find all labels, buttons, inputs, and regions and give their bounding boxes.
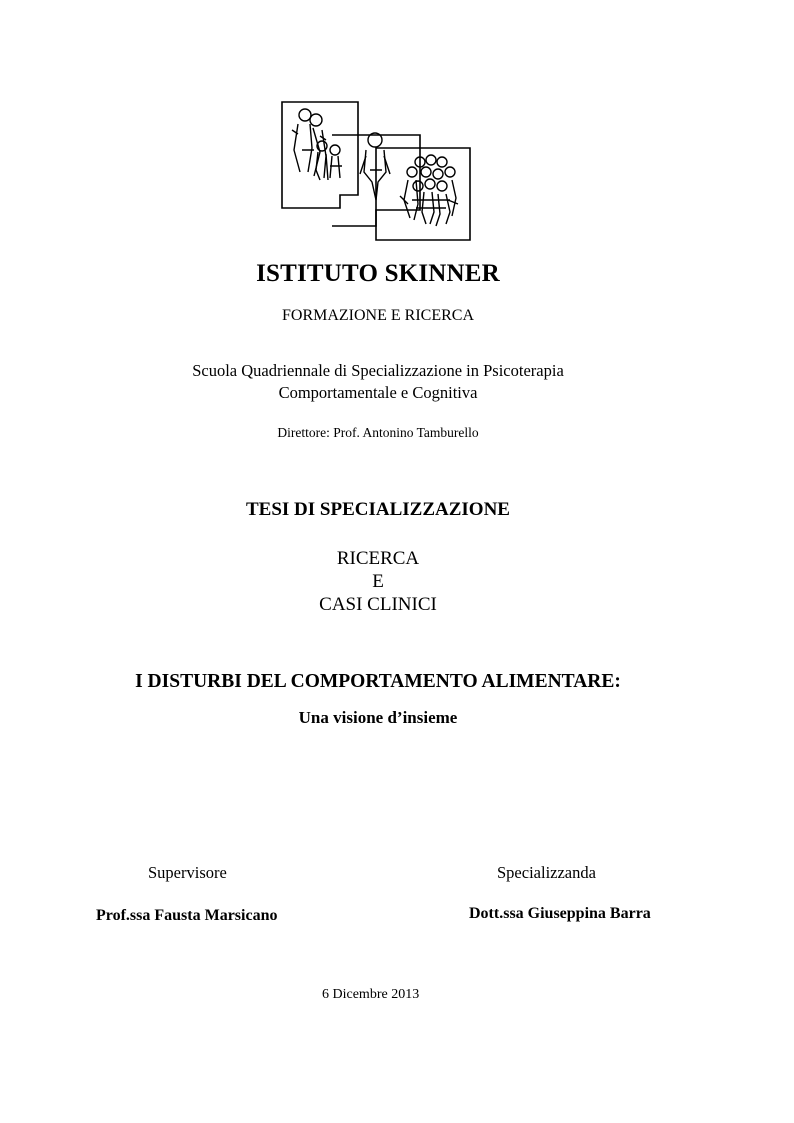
- thesis-date: 6 Dicembre 2013: [322, 987, 420, 1002]
- school-line-1: Scuola Quadriennale di Specializzazione in Psicoterapia: [192, 361, 564, 380]
- director-line: Direttore: Prof. Antonino Tamburello: [277, 425, 479, 440]
- section-line-3: CASI CLINICI: [319, 594, 437, 615]
- candidate-label: Specializzanda: [497, 863, 596, 882]
- thesis-type: TESI DI SPECIALIZZAZIONE: [246, 499, 510, 520]
- thesis-subtitle: Una visione d’insieme: [298, 708, 458, 727]
- school-description: [0, 360, 756, 404]
- supervisor-label: Supervisore: [148, 863, 227, 882]
- section-line-2: E: [372, 571, 384, 592]
- thesis-section: [0, 547, 756, 616]
- supervisor-name: Prof.ssa Fausta Marsicano: [96, 907, 278, 924]
- institute-logo-icon: [280, 100, 480, 245]
- institute-subtitle: FORMAZIONE E RICERCA: [281, 307, 474, 324]
- institute-name: ISTITUTO SKINNER: [256, 260, 500, 287]
- section-line-1: RICERCA: [336, 548, 420, 569]
- candidate-name: Dott.ssa Giuseppina Barra: [469, 905, 651, 922]
- school-line-2: Comportamentale e Cognitiva: [278, 383, 478, 402]
- thesis-title: I DISTURBI DEL COMPORTAMENTO ALIMENTARE:: [135, 671, 621, 692]
